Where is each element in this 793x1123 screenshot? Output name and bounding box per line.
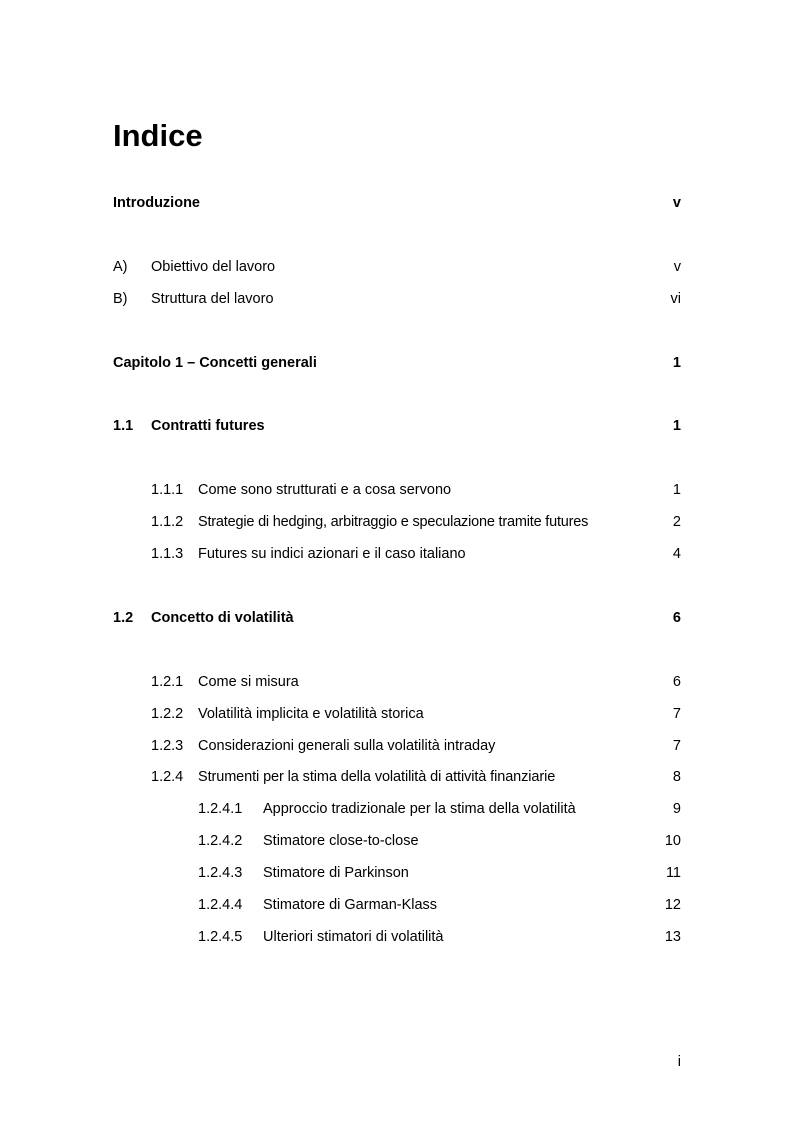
- page-number: i: [677, 1054, 681, 1070]
- toc-page: 2: [672, 514, 681, 530]
- toc-page: 6: [672, 610, 681, 626]
- toc-label: Strumenti per la stima della volatilità di attività finanziarie: [198, 769, 556, 785]
- toc-page: vi: [670, 291, 681, 307]
- toc-entry-1-2-3[interactable]: [0, 735, 793, 757]
- toc-page: v: [672, 195, 681, 211]
- toc-entry-a[interactable]: [0, 256, 793, 278]
- toc-entry-1-2-4[interactable]: [0, 766, 793, 788]
- toc-entry-1-1[interactable]: [0, 415, 793, 437]
- toc-page: 1: [672, 482, 681, 498]
- toc-page: 1: [672, 418, 681, 434]
- toc-label: Stimatore di Garman-Klass: [263, 897, 438, 913]
- toc-page: 4: [672, 546, 681, 562]
- toc-entry-1-2-4-1[interactable]: [0, 798, 793, 820]
- toc-number: 1.2.3: [151, 738, 184, 754]
- toc-page: 7: [672, 738, 681, 754]
- toc-label: Considerazioni generali sulla volatilità intraday: [198, 738, 496, 754]
- toc-page: 1: [672, 355, 681, 371]
- toc-label: Volatilità implicita e volatilità storica: [198, 706, 424, 722]
- toc-number: 1.2.4.3: [198, 865, 243, 881]
- toc-label: Come sono strutturati e a cosa servono: [198, 482, 452, 498]
- toc-entry-1-1-2[interactable]: [0, 511, 793, 533]
- toc-page: 13: [664, 929, 681, 945]
- toc-label: Approccio tradizionale per la stima della volatilità: [263, 801, 576, 817]
- toc-label: Stimatore close-to-close: [263, 833, 419, 849]
- toc-label: Obiettivo del lavoro: [151, 259, 276, 275]
- toc-page: 10: [664, 833, 681, 849]
- toc-page: 7: [672, 706, 681, 722]
- toc-entry-1-2-1[interactable]: [0, 671, 793, 693]
- toc-number: 1.2.2: [151, 706, 184, 722]
- toc-number: 1.2.4: [151, 769, 184, 785]
- toc-number: 1.2.4.2: [198, 833, 243, 849]
- toc-entry-1-2-2[interactable]: [0, 703, 793, 725]
- toc-page: 9: [672, 801, 681, 817]
- toc-number: 1.2: [113, 610, 134, 626]
- toc-number: 1.2.4.1: [198, 801, 243, 817]
- toc-number: 1.1.1: [151, 482, 184, 498]
- toc-label: Struttura del lavoro: [151, 291, 274, 307]
- toc-number: 1.2.4.5: [198, 929, 243, 945]
- toc-label: Stimatore di Parkinson: [263, 865, 409, 881]
- toc-page: 11: [665, 865, 681, 881]
- toc-number: 1.1.3: [151, 546, 184, 562]
- toc-label: Come si misura: [198, 674, 299, 690]
- toc-number: 1.1: [113, 418, 134, 434]
- toc-page: 6: [672, 674, 681, 690]
- toc-label: Futures su indici azionari e il caso italiano: [198, 546, 466, 562]
- toc-entry-b[interactable]: [0, 288, 793, 310]
- toc-number: B): [113, 291, 128, 307]
- toc-entry-1-2-4-5[interactable]: [0, 926, 793, 948]
- toc-number: 1.2.4.4: [198, 897, 243, 913]
- toc-page: 12: [664, 897, 681, 913]
- toc-entry-1-2-4-3[interactable]: [0, 862, 793, 884]
- toc-entry-1-2-4-4[interactable]: [0, 894, 793, 916]
- toc-entry-introduzione[interactable]: [0, 192, 793, 214]
- toc-page: 8: [672, 769, 681, 785]
- toc-label: Capitolo 1 – Concetti generali: [113, 355, 317, 371]
- toc-label: Concetto di volatilità: [151, 610, 294, 626]
- toc-label: Strategie di hedging, arbitraggio e speculazione tramite futures: [198, 514, 589, 530]
- toc-page: v: [673, 259, 681, 275]
- toc-entry-1-1-3[interactable]: [0, 543, 793, 565]
- toc-number: A): [113, 259, 128, 275]
- toc-number: 1.2.1: [151, 674, 184, 690]
- toc-label: Contratti futures: [151, 418, 265, 434]
- toc-label: Introduzione: [113, 195, 200, 211]
- toc-label: Ulteriori stimatori di volatilità: [263, 929, 444, 945]
- toc-entry-capitolo-1[interactable]: [0, 352, 793, 374]
- page-title: Indice: [113, 118, 203, 153]
- toc-number: 1.1.2: [151, 514, 184, 530]
- toc-entry-1-2[interactable]: [0, 607, 793, 629]
- toc-entry-1-1-1[interactable]: [0, 479, 793, 501]
- toc-entry-1-2-4-2[interactable]: [0, 830, 793, 852]
